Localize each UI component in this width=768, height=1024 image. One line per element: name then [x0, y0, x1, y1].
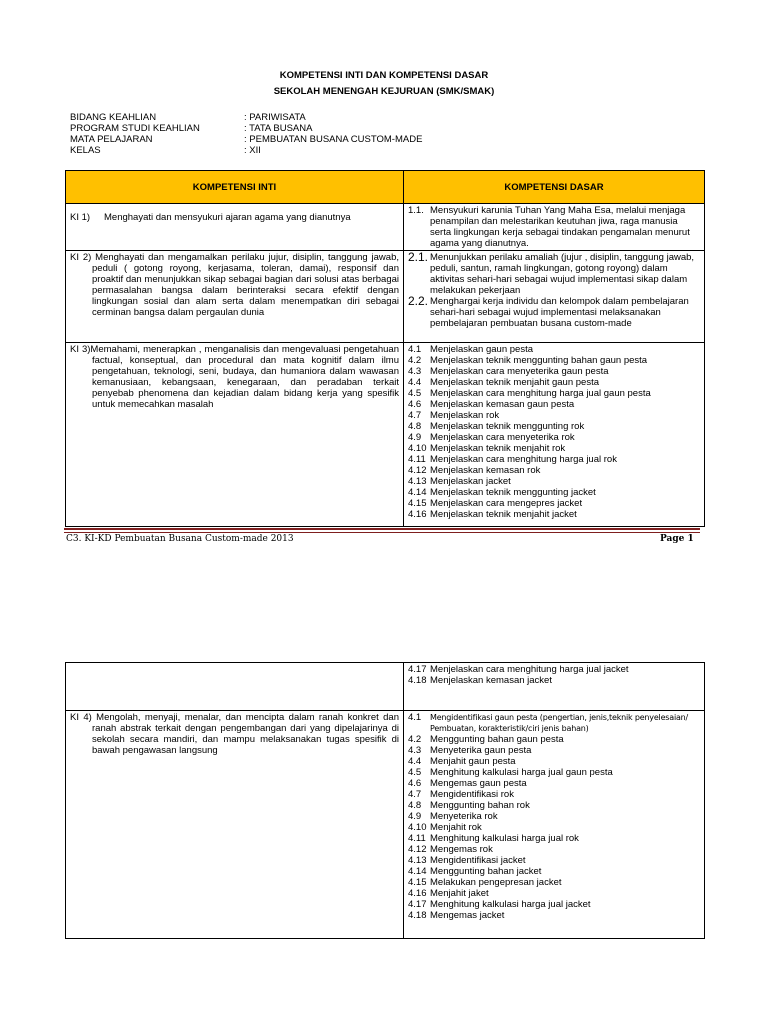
kd-text: Menjelaskan cara menyeterika rok [430, 432, 575, 443]
footer-rule [64, 528, 700, 530]
kd-number: 4.5 [408, 388, 422, 399]
kd-number: 2.1. [408, 250, 429, 264]
kd-item [408, 252, 700, 296]
kd-text: Menyeterika rok [430, 811, 498, 822]
kd-item [408, 498, 700, 509]
kd-text: Menggunting bahan rok [430, 800, 530, 811]
kd-text: Mengemas jacket [430, 910, 505, 921]
kd-number: 4.18 [408, 910, 427, 921]
kd-text: Mensyukuri karunia Tuhan Yang Maha Esa, melalui menjaga penampilan dan melestarikan keutuhan jiwa, raga manusia serta lingkungan kerja sebagai tindakan pengamalan menurut agama yang dianutnya. [430, 205, 690, 249]
kd-item [408, 388, 700, 399]
table-row-ki2 [66, 251, 705, 343]
kd-item [408, 745, 700, 756]
kd-item [408, 443, 700, 454]
meta-value: : PARIWISATA [244, 112, 306, 123]
kd-text: Mengidentifikasi gaun pesta (pengertian, jenis,teknik penyelesaian/ Pembuatan, korakteristik/ciri jenis bahan) [430, 713, 689, 733]
ki4-cell [66, 711, 404, 939]
kd-number: 4.4 [408, 377, 422, 388]
kd-item [408, 833, 700, 844]
kd-number: 1.1. [408, 205, 424, 216]
kd-text: Menunjukkan perilaku amaliah (jujur , disiplin, tanggung jawab, peduli, santun, ramah lingkungan, gotong royong) dalam aktivitas sehari-hari sebagai wujud implementasi sikap dalam melakukan pekerjaan [430, 252, 695, 296]
kd-item [408, 487, 700, 498]
kd-item [408, 789, 700, 800]
kd-text: Menghargai kerja individu dan kelompok dalam pembelajaran sehari-hari sebagai wujud implementasi melaksanakan pembelajaran pembuatan busana custom-made [430, 296, 689, 329]
meta-value: : XII [244, 145, 261, 156]
kd-item [408, 811, 700, 822]
column-header-kd: KOMPETENSI DASAR [404, 171, 705, 204]
kd2-cell [404, 251, 705, 343]
kd-number: 4.9 [408, 432, 422, 443]
kd-text: Menghitung kalkulasi harga jual gaun pesta [430, 767, 613, 778]
kd-text: Menjahit rok [430, 822, 482, 833]
kd-item [408, 344, 700, 355]
meta-value: : TATA BUSANA [244, 123, 313, 134]
kd-item [408, 855, 700, 866]
kd-item [408, 756, 700, 767]
kd-item [408, 377, 700, 388]
ki2-text: KI 2) Menghayati dan mengamalkan perilaku jujur, disiplin, tanggung jawab, peduli ( gotong royong, kerjasama, toleran, damai), responsif dan proaktif dan menunjukkan sikap sebagai bagian dari solusi atas berbagai permasalahan bangsa dalam berinteraksi secara efektif dengan lingkungan sosial dan alam serta dalam menempatkan diri sebagai cerminan bangsa dalam pergaulan dunia [70, 252, 399, 318]
kd-text: Mengidentifikasi jacket [430, 855, 526, 866]
document-title: KOMPETENSI INTI DAN KOMPETENSI DASAR [279, 70, 489, 81]
meta-label: KELAS [70, 145, 101, 156]
kd-item [408, 888, 700, 899]
kd-number: 4.17 [408, 664, 427, 675]
kd-number: 4.1 [408, 712, 422, 723]
kd-text: Menjelaskan teknik menggunting bahan gaun pesta [430, 355, 648, 366]
ki3-cell [66, 343, 404, 527]
table-header-row [66, 171, 705, 204]
kd-text: Menjelaskan kemasan gaun pesta [430, 399, 575, 410]
kd-item [408, 844, 700, 855]
kd-text: Menjelaskan cara menghitung harga jual rok [430, 454, 617, 465]
kd-item [408, 822, 700, 833]
ki1-cell [66, 204, 404, 251]
kd-item [408, 899, 700, 910]
kd1-cell [404, 204, 705, 251]
kd-number: 4.8 [408, 421, 422, 432]
table-row-ki1 [66, 204, 705, 251]
kd-item [408, 734, 700, 745]
kd-item [408, 399, 700, 410]
kd-item [408, 454, 700, 465]
meta-label: MATA PELAJARAN [70, 134, 153, 145]
kd-item [408, 432, 700, 443]
kd-number: 4.18 [408, 675, 427, 686]
kd-text: Menjelaskan teknik menjahit jacket [430, 509, 577, 520]
kd-text: Menggunting bahan jacket [430, 866, 542, 877]
table-row-ki3 [66, 343, 705, 527]
kd4-cell [404, 711, 705, 939]
kd-text: Menjelaskan rok [430, 410, 500, 421]
kd-number: 4.6 [408, 399, 422, 410]
kd-number: 4.2 [408, 734, 422, 745]
kd-text: Menjelaskan cara menghitung harga jual gaun pesta [430, 388, 651, 399]
kd-text: Menggunting bahan gaun pesta [430, 734, 564, 745]
kd-number: 4.1 [408, 344, 422, 355]
kd-text: Menjelaskan jacket [430, 476, 511, 487]
kd-text: Menjahit jaket [430, 888, 489, 899]
kd-item [408, 296, 700, 329]
meta-label: PROGRAM STUDI KEAHLIAN [70, 123, 200, 134]
kd-text: Menjelaskan cara menyeterika gaun pesta [430, 366, 609, 377]
kd-item [408, 465, 700, 476]
kd-number: 4.12 [408, 844, 427, 855]
kd-text: Menghitung kalkulasi harga jual jacket [430, 899, 591, 910]
kd-text: Menyeterika gaun pesta [430, 745, 532, 756]
meta-label: BIDANG KEAHLIAN [70, 112, 157, 123]
kd-text: Menjahit gaun pesta [430, 756, 516, 767]
kd-item [408, 866, 700, 877]
kd-number: 4.13 [408, 855, 427, 866]
kd-item [408, 877, 700, 888]
kd-item [408, 778, 700, 789]
kd-number: 4.15 [408, 498, 427, 509]
kd-number: 4.7 [408, 410, 422, 421]
kd-item [408, 712, 700, 734]
footer-page-number: Page 1 [660, 534, 694, 544]
kd-text: Menjelaskan kemasan jacket [430, 675, 552, 686]
competency-table-continued [65, 662, 705, 939]
kd-number: 4.11 [408, 454, 426, 465]
kd-item [408, 800, 700, 811]
ki1-number: KI 1) [70, 212, 91, 223]
kd-text: Melakukan pengepresan jacket [430, 877, 562, 888]
kd-number: 4.2 [408, 355, 422, 366]
empty-ki-cell [66, 663, 404, 711]
kd-number: 4.9 [408, 811, 422, 822]
footer-rule [64, 532, 700, 533]
kd-text: Menjelaskan teknik menjahit gaun pesta [430, 377, 599, 388]
kd-number: 4.4 [408, 756, 422, 767]
kd-number: 4.7 [408, 789, 422, 800]
meta-value: : PEMBUATAN BUSANA CUSTOM-MADE [244, 134, 423, 145]
kd-item [408, 675, 700, 686]
ki2-cell [66, 251, 404, 343]
kd-item [408, 366, 700, 377]
kd-text: Menjelaskan teknik menggunting jacket [430, 487, 596, 498]
kd-text: Menjelaskan cara menghitung harga jual jacket [430, 664, 629, 675]
kd-number: 4.3 [408, 366, 422, 377]
footer-document-name: C3. KI-KD Pembuatan Busana Custom-made 2013 [66, 534, 294, 544]
kd-number: 4.10 [408, 822, 427, 833]
ki1-text: Menghayati dan mensyukuri ajaran agama yang dianutnya [104, 212, 351, 223]
kd-item [408, 910, 700, 921]
kd-number: 4.13 [408, 476, 427, 487]
kd-item [408, 509, 700, 520]
kd-item [408, 476, 700, 487]
kd-text: Mengemas rok [430, 844, 493, 855]
table-row-ki4 [66, 711, 705, 939]
kd-item [408, 355, 700, 366]
kd-number: 4.12 [408, 465, 427, 476]
kd-number: 4.15 [408, 877, 427, 888]
kd-text: Menjelaskan gaun pesta [430, 344, 533, 355]
ki4-text: KI 4) Mengolah, menyaji, menalar, dan mencipta dalam ranah konkret dan ranah abstrak terkait dengan pengembangan dari yang dipelajarinya di sekolah secara mandiri, dan mampu melaksanakan tugas spesifik di bawah pengawasan langsung [70, 712, 399, 756]
kd-number: 4.3 [408, 745, 422, 756]
kd-item [408, 205, 700, 249]
kd-item [408, 767, 700, 778]
kd-number: 4.10 [408, 443, 427, 454]
table-row-continued [66, 663, 705, 711]
kd-number: 2.2. [408, 294, 429, 308]
document-subtitle: SEKOLAH MENENGAH KEJURUAN (SMK/SMAK) [273, 86, 495, 97]
kd-item [408, 410, 700, 421]
kd-item [408, 664, 700, 675]
kd-number: 4.16 [408, 888, 427, 899]
kd3-cell [404, 343, 705, 527]
kd-item [408, 421, 700, 432]
kd-text: Menjelaskan kemasan rok [430, 465, 541, 476]
kd-text: Menghitung kalkulasi harga jual rok [430, 833, 579, 844]
ki3-text: KI 3)Memahami, menerapkan , menganalisis dan mengevaluasi pengetahuan factual, konseptual, dan procedural dan mata kognitif dalam ilmu pengetahuan, teknologi, seni, budaya, dan humaniora dalam wawasan kemanusiaan, kebangsaan, kenegaraan, dan peradaban terkait penyebab phenomena dan kejadian dalam bidang kerja yang spesifik untuk memecahkan masalah [70, 344, 399, 410]
competency-table [65, 170, 705, 527]
kd-number: 4.8 [408, 800, 422, 811]
kd-text: Mengemas gaun pesta [430, 778, 527, 789]
kd-text: Menjelaskan cara mengepres jacket [430, 498, 583, 509]
kd-number: 4.14 [408, 866, 427, 877]
kd-number: 4.11 [408, 833, 426, 844]
kd-number: 4.6 [408, 778, 422, 789]
kd-continued-cell [404, 663, 705, 711]
kd-number: 4.5 [408, 767, 422, 778]
kd-number: 4.16 [408, 509, 427, 520]
kd-number: 4.14 [408, 487, 427, 498]
kd-text: Menjelaskan teknik menggunting rok [430, 421, 585, 432]
kd-text: Mengidentifikasi rok [430, 789, 514, 800]
kd-number: 4.17 [408, 899, 427, 910]
column-header-ki: KOMPETENSI INTI [66, 171, 404, 204]
kd-text: Menjelaskan teknik menjahit rok [430, 443, 566, 454]
